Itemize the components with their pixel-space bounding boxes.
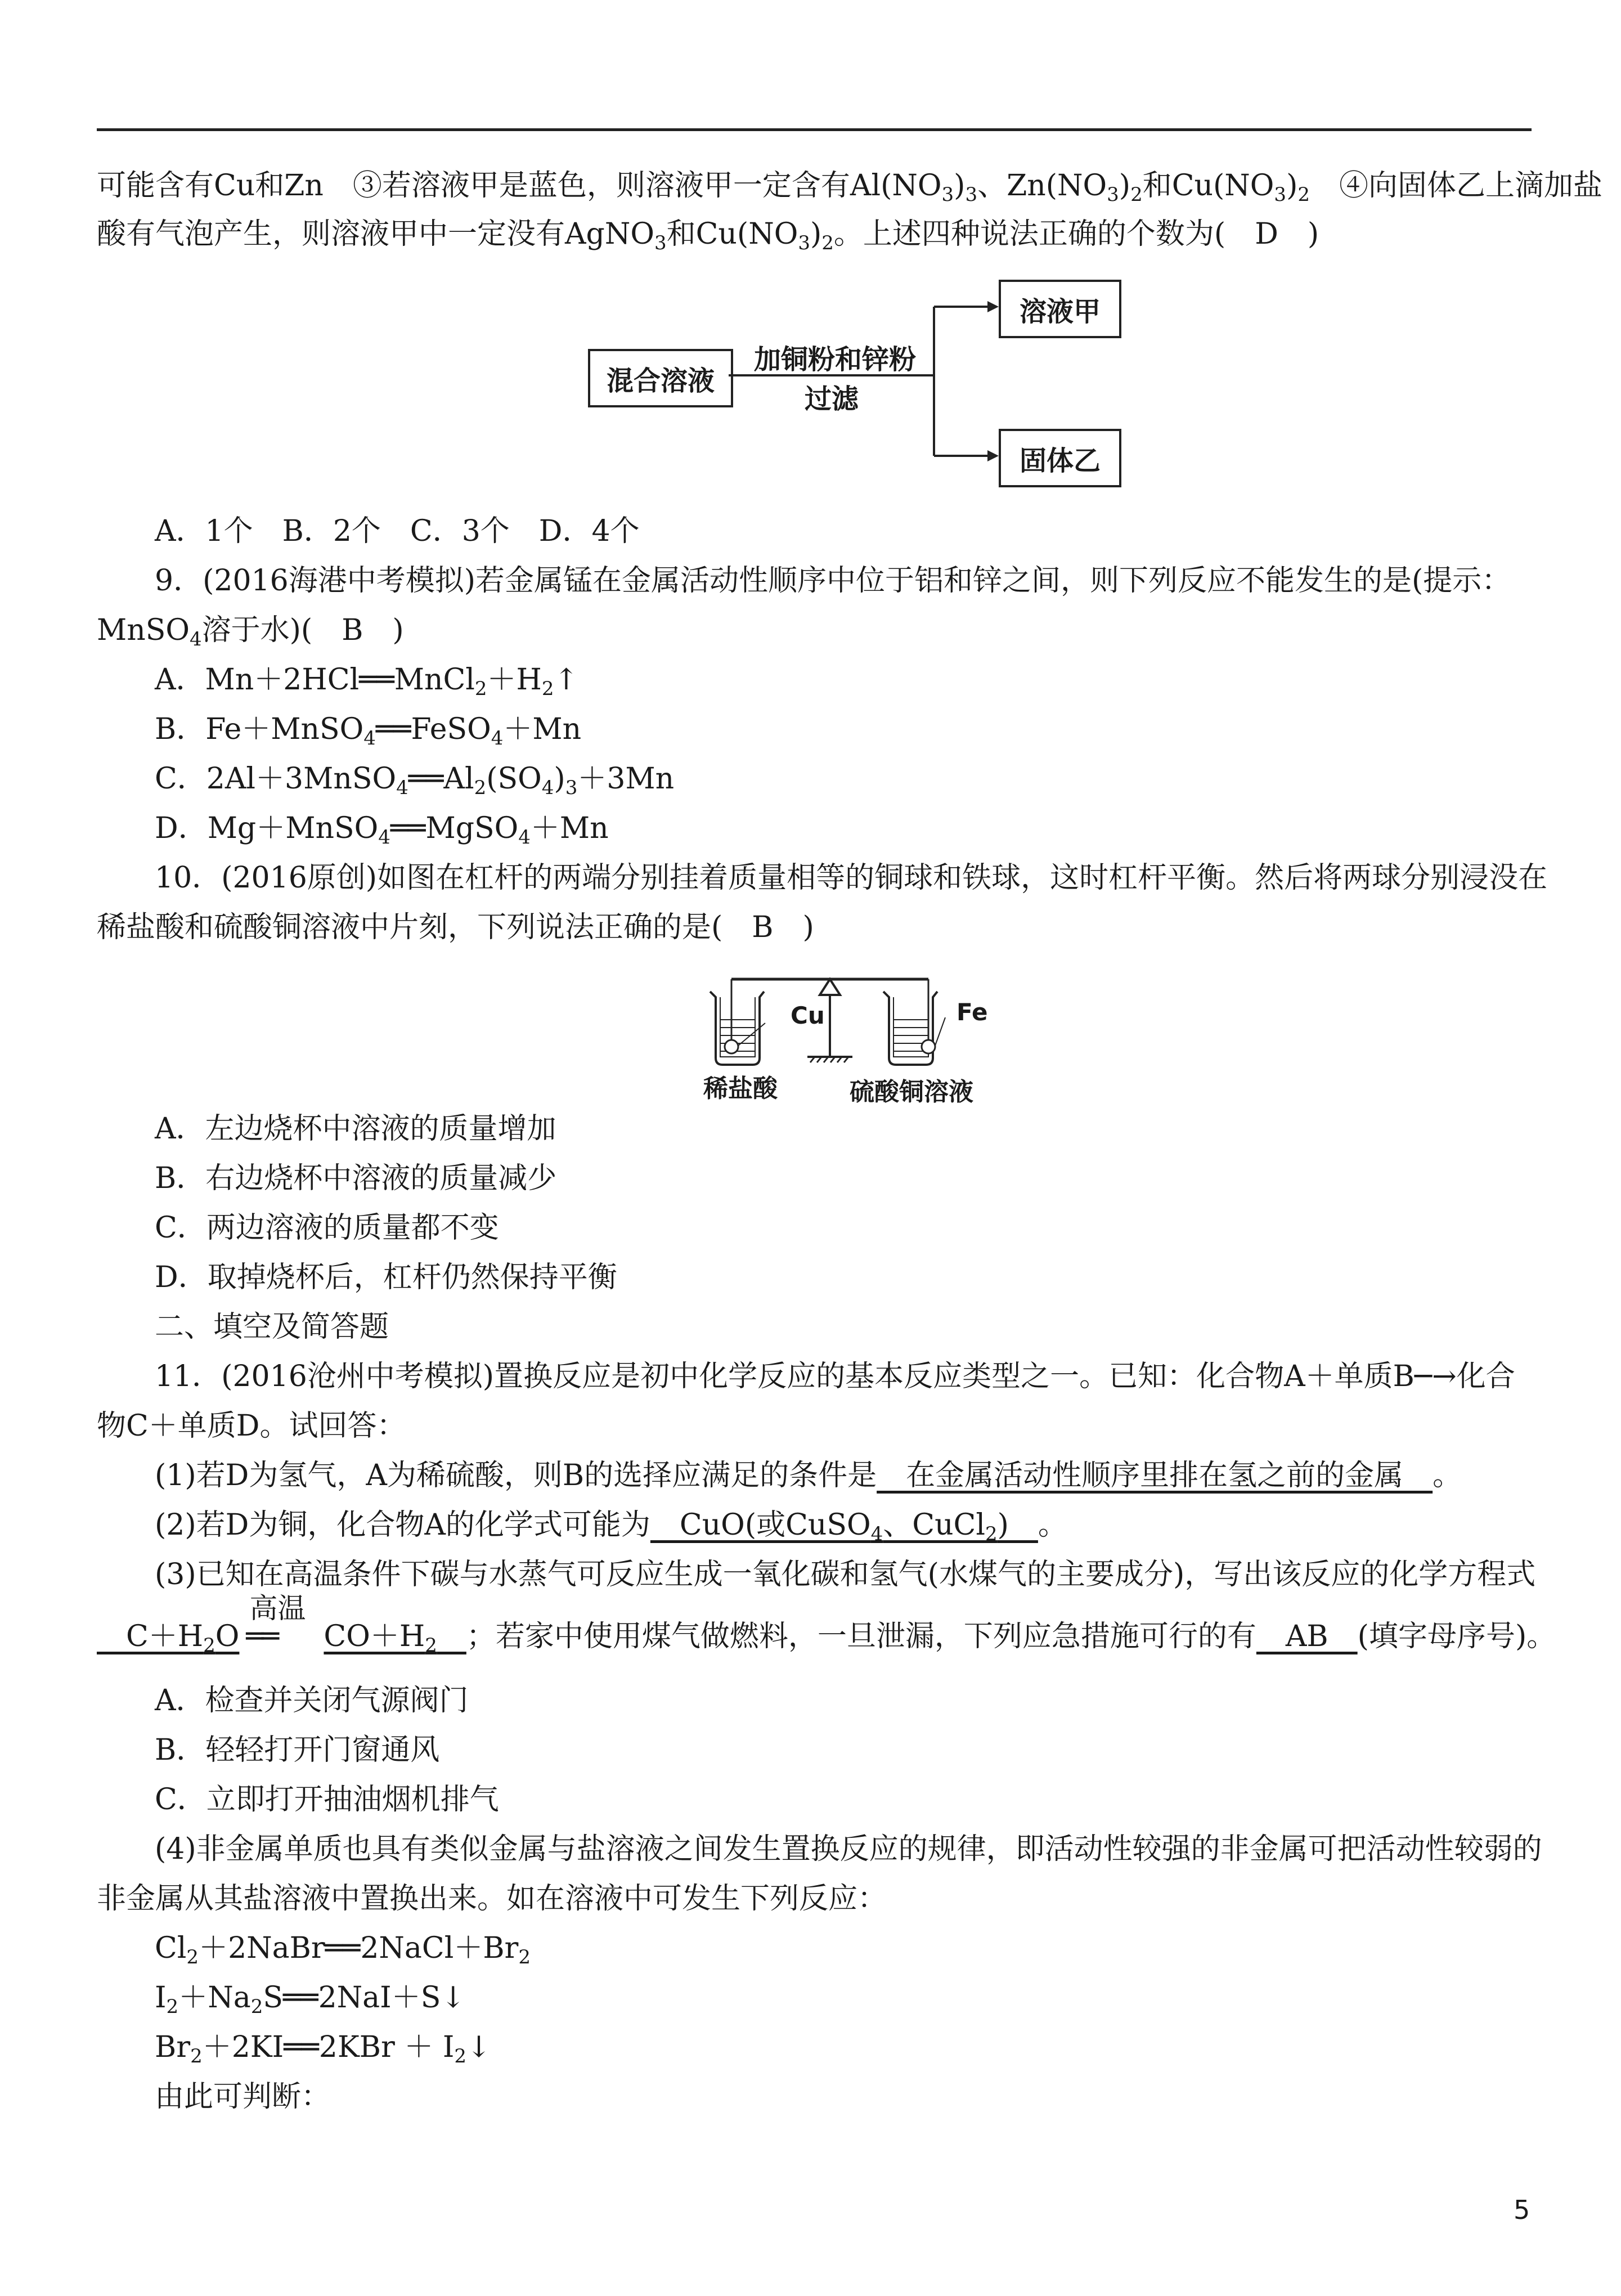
q11-part-2: (2)若D为铜，化合物A的化学式可能为 CuO(或CuSO$_4$、CuCl$_2$) 。 xyxy=(155,1508,1067,1545)
answer-blank: AB xyxy=(1256,1620,1358,1653)
page-number: 5 xyxy=(1514,2195,1530,2225)
flow-solid-box: 固体乙 xyxy=(999,429,1121,487)
answer-blank: CuO(或CuSO$_4$、CuCl$_2$) xyxy=(650,1508,1038,1545)
q10-stem-1: 10．(2016原创)如图在杠杆的两端分别挂着质量相等的铜球和铁球，这时杠杆平衡。然后将两球分别浸没在 xyxy=(155,861,1548,895)
q10-stem-2: 稀盐酸和硫酸铜溶液中片刻，下列说法正确的是( B ) xyxy=(97,911,814,944)
reaction-condition: 高温 ══ xyxy=(246,1592,306,1653)
q10-option-b: B．右边烧杯中溶液的质量减少 xyxy=(155,1162,557,1195)
flow-liquid-box: 溶液甲 xyxy=(999,280,1121,338)
q11-stem-1: 11．(2016沧州中考模拟)置换反应是初中化学反应的基本反应类型之一。已知：化合物A＋单质B─→化合 xyxy=(155,1360,1515,1393)
q11-part-1: (1)若D为氢气，A为稀硫酸，则B的选择应满足的条件是 在金属活动性顺序里排在氢之前的金属 。 xyxy=(155,1459,1462,1492)
q10-option-c: C．两边溶液的质量都不变 xyxy=(155,1211,499,1245)
flow-mix-box: 混合溶液 xyxy=(588,349,733,407)
q9-stem-2: MnSO$_4$溶于水)( B ) xyxy=(97,613,404,651)
q9-option-b: B．Fe＋MnSO$_4$══FeSO$_4$＋Mn xyxy=(155,712,582,750)
q9-option-a: A．$Mn+2HCl══MnCl_2+H_2↑$ xyxy=(155,663,579,700)
section-heading: 二、填空及简答题 xyxy=(155,1310,389,1344)
q9-stem-1: 9．(2016海港中考模拟)若金属锰在金属活动性顺序中位于铝和锌之间，则下列反应不能发生的是(提示： xyxy=(155,564,1511,598)
answer-blank: 在金属活动性顺序里排在氢之前的金属 xyxy=(877,1459,1433,1492)
flow-reagent-label: 加铜粉和锌粉 xyxy=(754,344,917,375)
flow-connector-lines xyxy=(729,281,999,506)
q11-part-4-line-1: (4)非金属单质也具有类似金属与盐溶液之间发生置换反应的规律，即活动性较强的非金属可把活动性较弱的 xyxy=(155,1832,1542,1866)
reaction-2: $I_2+Na_2S══2NaI+S↓$ xyxy=(155,1981,465,2018)
lever-left-label: 稀盐酸 xyxy=(703,1074,778,1103)
q9-option-d: D．Mg＋MnSO$_4$══MgSO$_4$＋Mn xyxy=(155,811,609,849)
q11-stem-2: 物C＋单质D。试回答： xyxy=(97,1409,406,1443)
reaction-3: $Br_2+2KI══2KBr$ ＋ $I_2↓$ xyxy=(155,2030,491,2068)
conclusion-prompt: 由此可判断： xyxy=(155,2080,331,2114)
q8-line-1: 可能含有Cu和Zn ③若溶液甲是蓝色，则溶液甲一定含有$Al(NO_3)_3$、$Zn(NO_3)_2$和$Cu(NO_3)_2$ ④向固体乙上滴加盐 xyxy=(97,169,1603,206)
q8-options: A．1个 B．2个 C．3个 D．4个 xyxy=(155,514,640,548)
q11-3-option-a: A．检查并关闭气源阀门 xyxy=(155,1684,469,1717)
lever-cu-label: Cu xyxy=(791,1002,825,1029)
lever-right-label: 硫酸铜溶液 xyxy=(850,1078,973,1106)
answer-blank: $CO+H_2$ xyxy=(324,1620,437,1657)
q11-part-3-equation: $C+H_2O$ 高温 ══ $CO+H_2$ ；若家中使用煤气做燃料，一旦泄漏，下列应急措施可行的有 AB (填字母序号)。 xyxy=(97,1592,1556,1657)
reaction-1: $Cl_2+2NaBr══2NaCl+Br_2$ xyxy=(155,1931,531,1968)
q11-part-4-line-2: 非金属从其盐溶液中置换出来。如在溶液中可发生下列反应： xyxy=(97,1882,887,1916)
q11-3-option-b: B．轻轻打开门窗通风 xyxy=(155,1733,440,1767)
answer-blank: $C+H_2O$ xyxy=(97,1620,240,1657)
flow-filter-label: 过滤 xyxy=(805,383,859,415)
lever-fe-label: Fe xyxy=(957,998,988,1026)
q8-line-2: 酸有气泡产生，则溶液甲中一定没有AgNO$_3$和$Cu(NO_3)_2$。上述四种说法正确的个数为( D ) xyxy=(97,217,1319,254)
q9-option-c: C．$2Al+3MnSO_4══Al_2(SO_4)_3+3Mn$ xyxy=(155,762,675,799)
q11-part-3: (3)已知在高温条件下碳与水蒸气可反应生成一氧化碳和氢气(水煤气的主要成分)，写出该反应的化学方程式 xyxy=(155,1558,1536,1591)
q10-option-a: A．左边烧杯中溶液的质量增加 xyxy=(155,1112,556,1146)
header-rule xyxy=(97,128,1532,131)
q11-3-option-c: C．立即打开抽油烟机排气 xyxy=(155,1783,499,1817)
q10-option-d: D．取掉烧杯后，杠杆仍然保持平衡 xyxy=(155,1261,617,1294)
